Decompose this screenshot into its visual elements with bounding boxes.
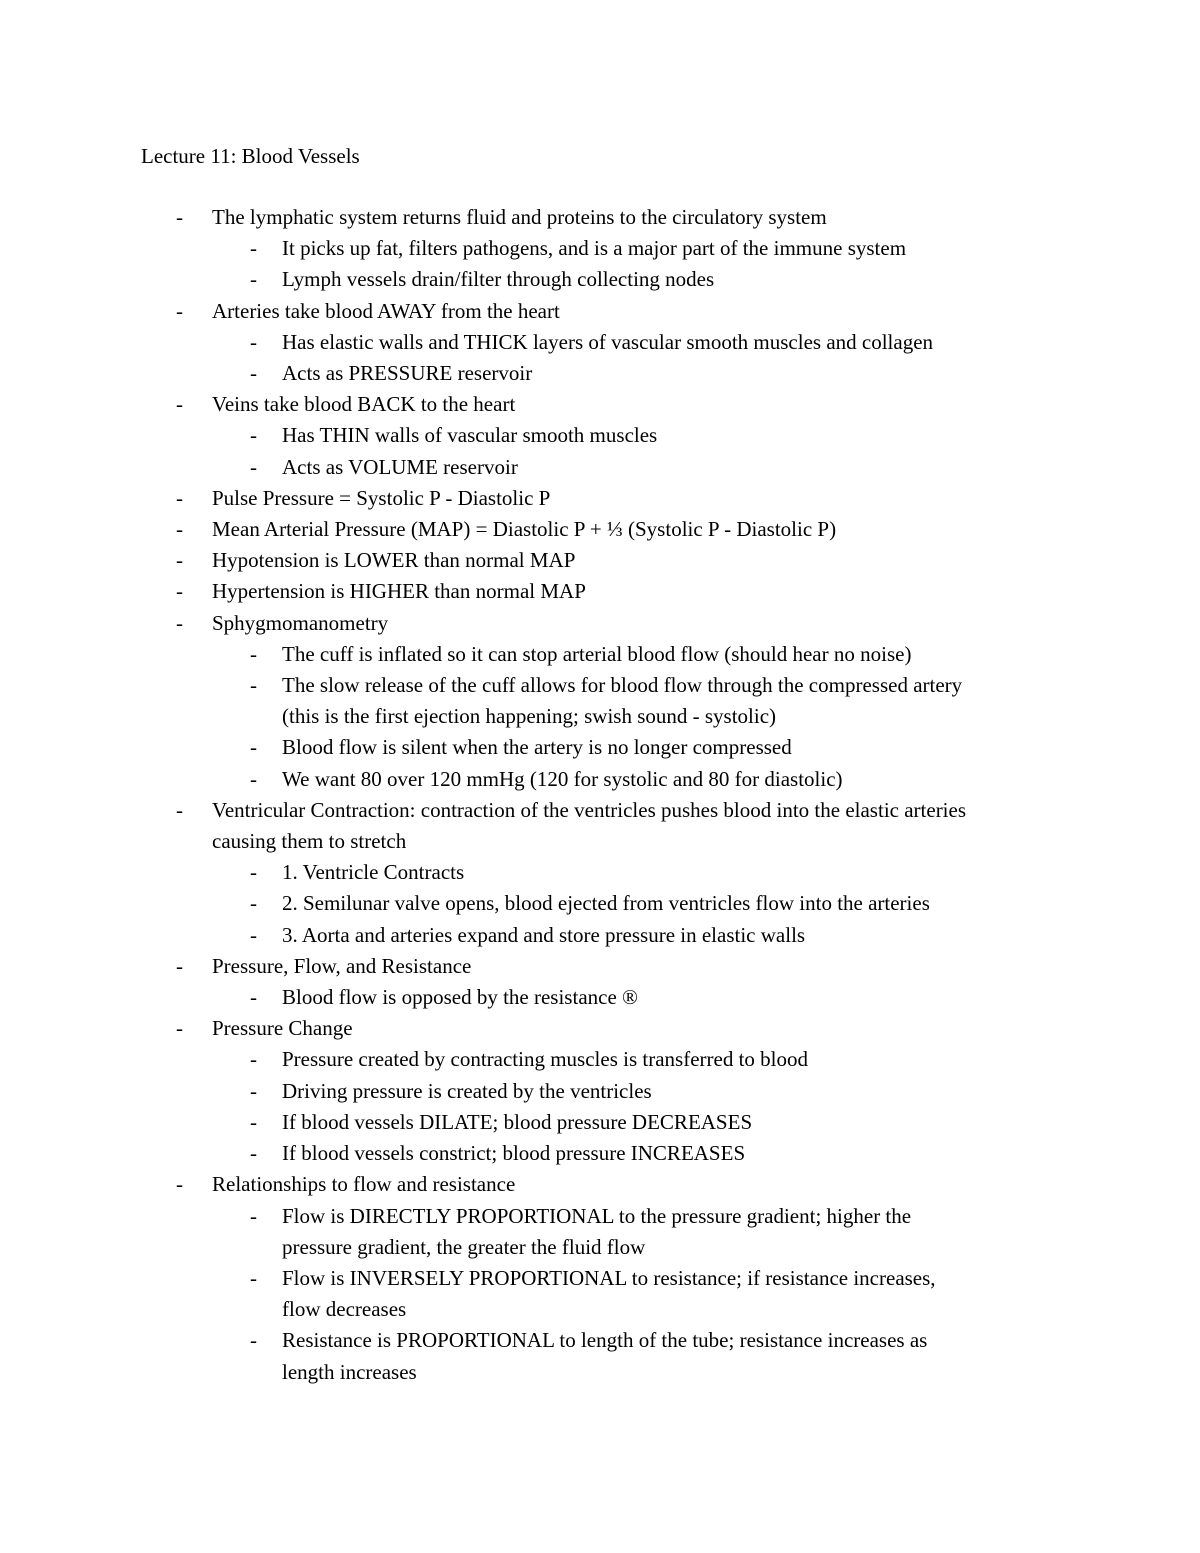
sub-list-item [0, 701, 1200, 732]
list-item [0, 576, 1200, 607]
list-item [0, 202, 1200, 233]
sub-list-item [0, 233, 1200, 264]
sub-list-item [0, 1044, 1200, 1075]
bullet-dash: - [176, 953, 183, 978]
list-item-text: Ventricular Contraction: contraction of the ventricles pushes blood into the elastic arteries [212, 797, 967, 822]
list-item-text: Relationships to flow and resistance [212, 1172, 516, 1197]
bullet-dash: - [176, 1172, 183, 1197]
bullet-dash: - [250, 267, 257, 292]
list-item [0, 1169, 1200, 1200]
bullet-dash: - [250, 860, 257, 885]
list-item-text: length increases [282, 1359, 417, 1384]
bullet-dash: - [176, 298, 183, 323]
list-item-text: Pulse Pressure = Systolic P - Diastolic P [212, 485, 551, 510]
list-item-text: Veins take blood BACK to the heart [212, 392, 516, 417]
sub-list-item [0, 327, 1200, 358]
bullet-dash: - [250, 673, 257, 698]
sub-list-item [0, 452, 1200, 483]
list-item-text: If blood vessels constrict; blood pressure INCREASES [282, 1141, 746, 1166]
list-item-text: Acts as PRESSURE reservoir [282, 361, 533, 386]
bullet-dash: - [250, 1109, 257, 1134]
sub-list-item [0, 1107, 1200, 1138]
list-item-text: Pressure, Flow, and Resistance [212, 953, 472, 978]
bullet-dash: - [250, 985, 257, 1010]
page-title: Lecture 11: Blood Vessels [141, 144, 360, 168]
list-item [0, 296, 1200, 327]
sub-list-item [0, 764, 1200, 795]
bullet-dash: - [250, 735, 257, 760]
sub-list-item [0, 732, 1200, 763]
list-item [0, 483, 1200, 514]
bullet-dash: - [250, 1265, 257, 1290]
list-item-text: 3. Aorta and arteries expand and store pressure in elastic walls [282, 922, 806, 947]
list-item [0, 389, 1200, 420]
sub-list-item [0, 1232, 1200, 1263]
sub-list-item [0, 1294, 1200, 1325]
bullet-dash: - [176, 797, 183, 822]
list-item-text: It picks up fat, filters pathogens, and is a major part of the immune system [282, 236, 907, 261]
bullet-dash: - [250, 423, 257, 448]
bullet-dash: - [176, 205, 183, 229]
bullet-dash: - [250, 766, 257, 791]
bullet-dash: - [176, 548, 183, 573]
bullet-dash: - [250, 1203, 257, 1228]
bullet-dash: - [250, 236, 257, 261]
list-item-text: causing them to stretch [212, 829, 407, 854]
bullet-dash: - [176, 610, 183, 635]
sub-list-item [0, 264, 1200, 295]
list-item-text: If blood vessels DILATE; blood pressure DECREASES [282, 1109, 753, 1134]
bullet-dash: - [176, 392, 183, 417]
list-item-text: (this is the first ejection happening; swish sound - systolic) [282, 704, 777, 729]
list-item [0, 545, 1200, 576]
bullet-dash: - [250, 454, 257, 479]
list-item [0, 951, 1200, 982]
list-item-text: flow decreases [282, 1297, 407, 1322]
list-item-text: Resistance is PROPORTIONAL to length of the tube; resistance increases as [282, 1328, 928, 1353]
bullet-dash: - [250, 891, 257, 916]
bullet-dash: - [250, 1141, 257, 1166]
bullet-dash: - [176, 517, 183, 542]
list-item-text: 2. Semilunar valve opens, blood ejected from ventricles flow into the arteries [282, 891, 930, 916]
bullet-dash: - [250, 1328, 257, 1353]
bullet-dash: - [176, 1016, 183, 1041]
list-item-text: The slow release of the cuff allows for blood flow through the compressed artery [282, 673, 963, 698]
sub-list-item [0, 982, 1200, 1013]
list-item-text: Blood flow is silent when the artery is no longer compressed [282, 735, 792, 760]
bullet-dash: - [250, 329, 257, 354]
list-item-text: 1. Ventricle Contracts [282, 860, 465, 885]
list-item-text: Hypertension is HIGHER than normal MAP [212, 579, 586, 604]
sub-list-item [0, 1201, 1200, 1232]
list-item-text: Acts as VOLUME reservoir [282, 454, 518, 479]
sub-list-item [0, 420, 1200, 451]
list-item-text: The cuff is inflated so it can stop arterial blood flow (should hear no noise) [282, 641, 912, 666]
sub-list-item [0, 1325, 1200, 1356]
list-item [0, 795, 1200, 826]
bullet-dash: - [250, 922, 257, 947]
list-item-text: Blood flow is opposed by the resistance ® [282, 985, 638, 1010]
list-item-text: Flow is DIRECTLY PROPORTIONAL to the pressure gradient; higher the [282, 1203, 912, 1228]
list-item-text: Driving pressure is created by the ventricles [282, 1078, 652, 1103]
bullet-dash: - [176, 485, 183, 510]
list-item-text: Pressure created by contracting muscles is transferred to blood [282, 1047, 808, 1072]
list-item-text: Arteries take blood AWAY from the heart [212, 298, 560, 323]
sub-list-item [0, 857, 1200, 888]
list-item-text: We want 80 over 120 mmHg (120 for systolic and 80 for diastolic) [282, 766, 843, 791]
bullet-dash: - [250, 1078, 257, 1103]
sub-list-item [0, 639, 1200, 670]
list-item [0, 826, 1200, 857]
notes-list [0, 202, 1200, 1388]
list-item-text: Mean Arterial Pressure (MAP) = Diastolic P + ⅓ (Systolic P - Diastolic P) [212, 517, 837, 542]
list-item [0, 1013, 1200, 1044]
sub-list-item [0, 1263, 1200, 1294]
list-item-text: Lymph vessels drain/filter through collecting nodes [282, 267, 715, 292]
list-item-text: Flow is INVERSELY PROPORTIONAL to resistance; if resistance increases, [282, 1265, 936, 1290]
list-item [0, 608, 1200, 639]
list-item-text: Has elastic walls and THICK layers of vascular smooth muscles and collagen [282, 329, 934, 354]
sub-list-item [0, 358, 1200, 389]
bullet-dash: - [176, 579, 183, 604]
sub-list-item [0, 1357, 1200, 1388]
list-item-text: Pressure Change [212, 1016, 353, 1041]
bullet-dash: - [250, 641, 257, 666]
list-item-text: Has THIN walls of vascular smooth muscles [282, 423, 658, 448]
sub-list-item [0, 888, 1200, 919]
list-item-text: Hypotension is LOWER than normal MAP [212, 548, 576, 573]
list-item-text: pressure gradient, the greater the fluid flow [282, 1234, 646, 1259]
sub-list-item [0, 920, 1200, 951]
bullet-dash: - [250, 1047, 257, 1072]
list-item [0, 514, 1200, 545]
sub-list-item [0, 1076, 1200, 1107]
bullet-dash: - [250, 361, 257, 386]
sub-list-item [0, 670, 1200, 701]
sub-list-item [0, 1138, 1200, 1169]
list-item-text: Sphygmomanometry [212, 610, 389, 635]
list-item-text: The lymphatic system returns fluid and proteins to the circulatory system [212, 205, 827, 229]
